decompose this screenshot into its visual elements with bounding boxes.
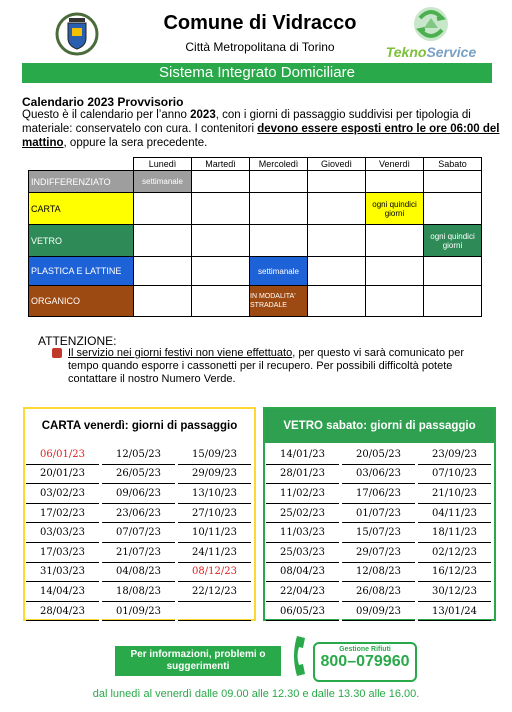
schedule-cell [250,193,308,225]
date-cell: 27/10/23 [177,503,252,523]
date-row [26,601,251,621]
date-cell: 04/08/23 [101,562,177,582]
carta-dates-panel [23,407,256,621]
schedule-cell [366,286,424,317]
schedule-cell [192,171,250,193]
schedule-cell [192,193,250,225]
date-cell: 13/10/23 [177,484,252,504]
schedule-cell: ogni quindici giorni [366,193,424,225]
date-row [26,445,251,464]
date-row [266,445,491,464]
date-cell: 08/04/23 [266,562,341,582]
date-cell: 20/05/23 [341,445,417,464]
day-header: Giovedì [308,158,366,171]
date-cell: 12/05/23 [101,445,177,464]
date-cell: 28/04/23 [26,601,101,621]
day-header: Sabato [424,158,482,171]
date-row [266,523,491,543]
date-cell: 11/03/23 [266,523,341,543]
schedule-cell: IN MODALITA' STRADALE [250,286,308,317]
date-cell: 14/01/23 [266,445,341,464]
date-cell: 09/09/23 [341,601,417,621]
date-cell: 13/01/24 [417,601,492,621]
date-cell: 09/06/23 [101,484,177,504]
schedule-cell [192,286,250,317]
date-cell: 03/03/23 [26,523,101,543]
date-row [26,562,251,582]
date-row [26,542,251,562]
schedule-cell: settimanale [134,171,192,193]
date-row [266,542,491,562]
date-cell: 18/11/23 [417,523,492,543]
day-header: Mercoledì [250,158,308,171]
schedule-cell: ogni quindici giorni [424,225,482,257]
date-row [266,503,491,523]
phone-icon [291,634,313,678]
day-header: Martedì [192,158,250,171]
date-cell: 15/09/23 [177,445,252,464]
schedule-cell [134,193,192,225]
carta-dates-table [26,445,251,621]
date-cell: 22/12/23 [177,582,252,602]
carta-dates-title: CARTA venerdì: giorni di passaggio [25,409,254,443]
schedule-cell [424,286,482,317]
date-cell: 07/07/23 [101,523,177,543]
date-row [26,484,251,504]
date-cell: 23/09/23 [417,445,492,464]
date-cell: 01/07/23 [341,503,417,523]
schedule-cell [424,171,482,193]
page-title: Comune di Vidracco [163,12,357,34]
date-row [266,484,491,504]
date-cell: 20/01/23 [26,464,101,484]
material-label: PLASTICA E LATTINE [29,257,134,286]
page-subtitle: Città Metropolitana di Torino [185,40,335,54]
date-cell: 22/04/23 [266,582,341,602]
date-cell: 18/08/23 [101,582,177,602]
office-hours: dal lunedì al venerdì dalle 09.00 alle 12.30 e dalle 13.30 alle 16.00. [92,688,420,700]
date-cell: 07/10/23 [417,464,492,484]
schedule-cell [366,225,424,257]
date-cell: 29/07/23 [341,542,417,562]
green-number-label: Gestione Rifiuti [339,646,391,653]
attention-title: ATTENZIONE: [38,334,117,348]
date-row [26,582,251,602]
schedule-row [29,225,482,257]
schedule-cell [250,225,308,257]
recycle-globe-icon [370,4,492,46]
logo-text: TeknoService [385,44,477,60]
date-row [26,503,251,523]
schedule-cell [308,286,366,317]
date-cell: 26/05/23 [101,464,177,484]
material-label: INDIFFERENZIATO [29,171,134,193]
material-label: VETRO [29,225,134,257]
date-row [266,464,491,484]
vetro-dates-table [266,445,491,621]
weekly-schedule-table [28,157,482,317]
service-banner: Sistema Integrato Domiciliare [22,63,492,83]
schedule-cell [366,171,424,193]
calendar-title: Calendario 2023 Provvisorio [22,95,184,109]
green-number-box [313,642,417,682]
info-box: Per informazioni, problemi o suggerimenti [115,646,281,676]
date-cell: 30/12/23 [417,582,492,602]
date-cell: 31/03/23 [26,562,101,582]
schedule-cell [424,193,482,225]
date-cell: 17/06/23 [341,484,417,504]
date-row [266,562,491,582]
date-cell: 25/03/23 [266,542,341,562]
schedule-row [29,171,482,193]
date-cell: 12/08/23 [341,562,417,582]
schedule-cell [308,171,366,193]
date-row [266,601,491,621]
date-cell: 06/01/23 [26,445,101,464]
material-label: ORGANICO [29,286,134,317]
schedule-row [29,193,482,225]
date-cell: 14/04/23 [26,582,101,602]
date-cell: 17/03/23 [26,542,101,562]
date-cell: 28/01/23 [266,464,341,484]
schedule-cell [308,225,366,257]
date-cell: 29/09/23 [177,464,252,484]
date-cell: 26/08/23 [341,582,417,602]
green-number[interactable]: 800–079960 [320,653,410,670]
date-cell: 17/02/23 [26,503,101,523]
day-header: Venerdì [366,158,424,171]
date-cell: 04/11/23 [417,503,492,523]
date-cell: 03/06/23 [341,464,417,484]
date-cell: 11/02/23 [266,484,341,504]
date-cell: 10/11/23 [177,523,252,543]
date-row [26,523,251,543]
vetro-dates-panel [263,407,496,621]
schedule-cell [250,171,308,193]
vetro-dates-title: VETRO sabato: giorni di passaggio [265,409,494,443]
schedule-cell [134,225,192,257]
teknoservice-logo [370,4,492,60]
date-cell: 06/05/23 [266,601,341,621]
bullet-icon [52,348,62,358]
attention-text: Il servizio nei giorni festivi non viene effettuato, per questo vi sarà comunicato per tempo quando esporre i cassonetti per il recupero. Per possibili difficoltà potete contattare il nostro Numero Verde. [68,347,465,385]
schedule-cell [424,257,482,286]
schedule-cell: settimanale [250,257,308,286]
schedule-cell [308,193,366,225]
schedule-cell [134,257,192,286]
date-cell: 15/07/23 [341,523,417,543]
date-cell: 23/06/23 [101,503,177,523]
date-cell: 16/12/23 [417,562,492,582]
date-cell: 25/02/23 [266,503,341,523]
schedule-cell [308,257,366,286]
calendar-intro: Questo è il calendario per l’anno 2023, con i giorni di passaggio suddivisi per tipologia di materiale: conservatelo con cura. I contenitori devono essere esposti entro le ore 06:00 del mattino, oppure la sera precedente. [22,109,500,149]
crest-icon [54,10,100,56]
date-cell: 08/12/23 [177,562,252,582]
schedule-row [29,286,482,317]
schedule-cell [134,286,192,317]
date-cell: 02/12/23 [417,542,492,562]
date-row [266,582,491,602]
day-header: Lunedì [134,158,192,171]
schedule-cell [192,225,250,257]
schedule-row [29,257,482,286]
date-cell: 21/10/23 [417,484,492,504]
date-cell: 01/09/23 [101,601,177,621]
schedule-cell [192,257,250,286]
date-cell [177,601,252,621]
date-cell: 03/02/23 [26,484,101,504]
date-row [26,464,251,484]
material-label: CARTA [29,193,134,225]
date-cell: 21/07/23 [101,542,177,562]
schedule-cell [366,257,424,286]
date-cell: 24/11/23 [177,542,252,562]
